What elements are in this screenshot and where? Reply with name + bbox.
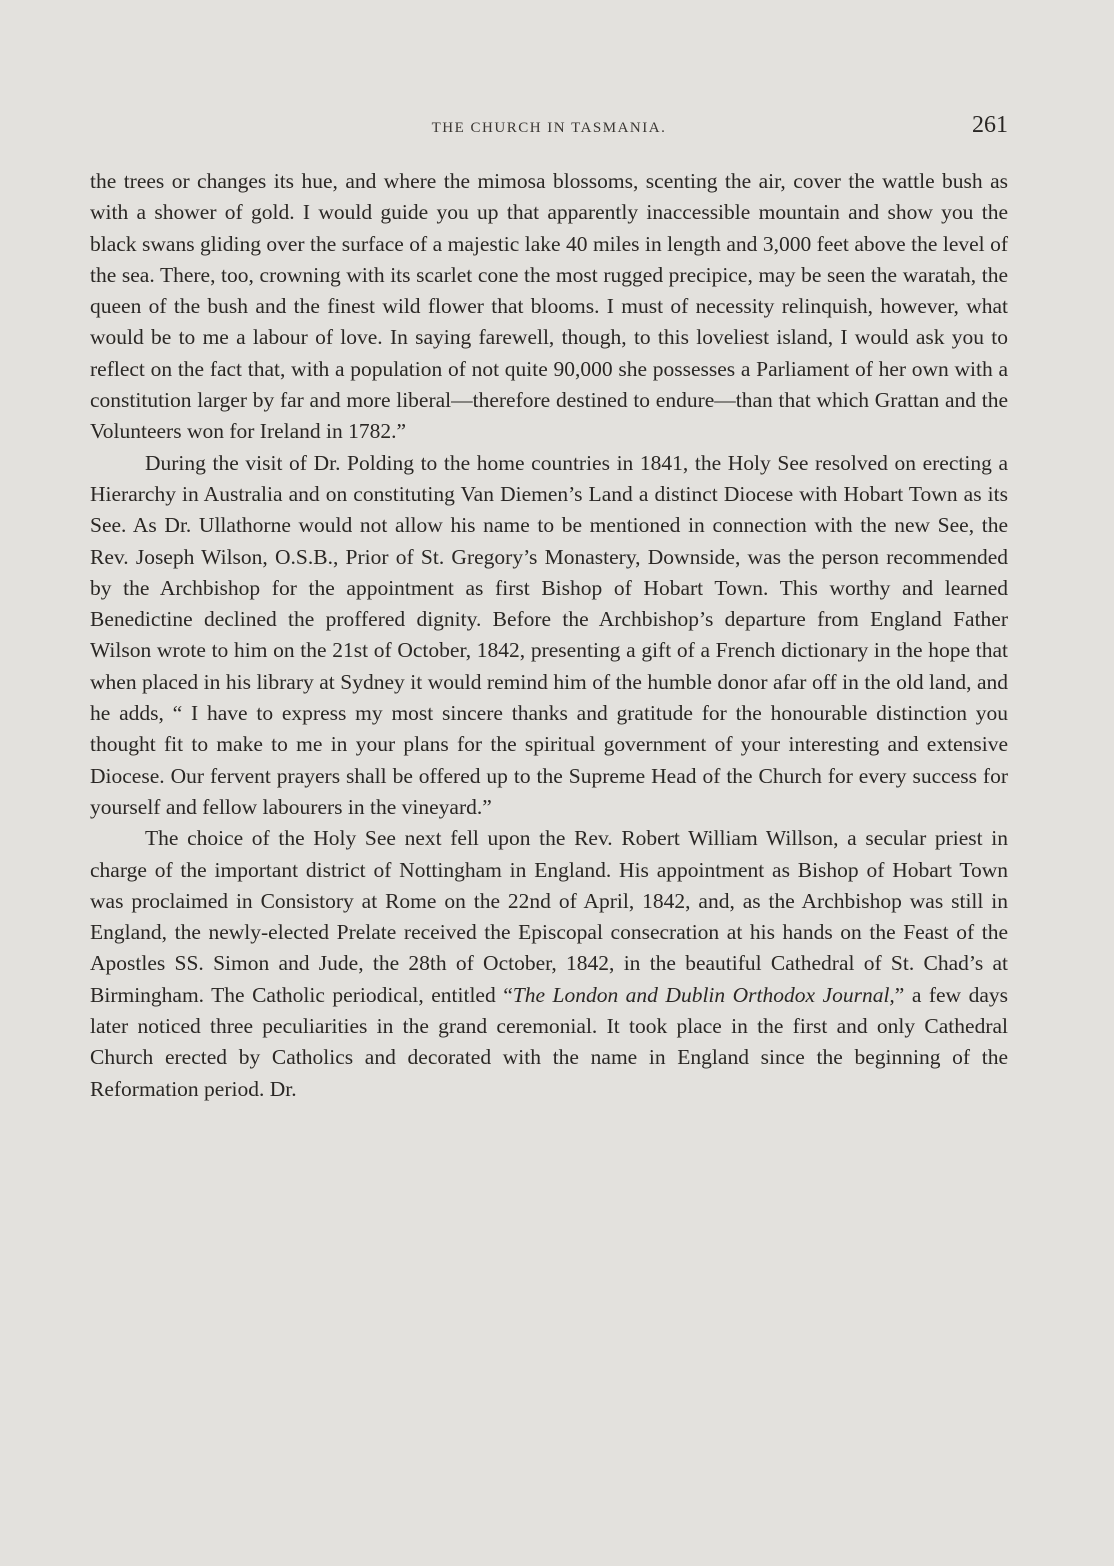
- page-header: [90, 112, 1008, 144]
- paragraph-polding-visit: During the visit of Dr. Polding to the home countries in 1841, the Holy See resolved on erecting a Hierarchy in Australia and on constituting Van Diemen’s Land a distinct Diocese with Hobart Town as its See. As Dr. Ullathorne would not allow his name to be mentioned in connection with the new See, the Rev. Joseph Wilson, O.S.B., Prior of St. Gregory’s Monastery, Downside, was the person recommended by the Archbishop for the appointment as first Bishop of Hobart Town. This worthy and learned Benedictine declined the proffered dignity. Before the Archbishop’s departure from England Father Wilson wrote to him on the 21st of October, 1842, presenting a gift of a French dictionary in the hope that when placed in his library at Sydney it would remind him of the humble donor afar off in the old land, and he adds, “ I have to express my most sincere thanks and gratitude for the honourable distinction you thought fit to make to me in your plans for the spiritual government of your interesting and extensive Diocese. Our fervent prayers shall be offered up to the Supreme Head of the Church for every success for yourself and fellow labourers in the vineyard.”: [90, 450, 1008, 819]
- paragraph-continued: the trees or changes its hue, and where the mimosa blossoms, scenting the air, cover the wattle bush as with a shower of gold. I would guide you up that apparently inaccessible mountain and show you the black swans gliding over the surface of a majestic lake 40 miles in length and 3,000 feet above the level of the sea. There, too, crowning with its scarlet cone the most rugged precipice, may be seen the waratah, the queen of the bush and the finest wild flower that blooms. I must of necessity relinquish, however, what would be to me a labour of love. In saying farewell, though, to this loveliest island, I would ask you to reflect on the fact that, with a population of not quite 90,000 she possesses a Parliament of her own with a constitution larger by far and more liberal—therefore destined to endure—than that which Grattan and the Volunteers won for Ireland in 1782.”: [90, 169, 1008, 444]
- body-text: [90, 166, 1008, 1105]
- paragraph-text-after: ” a few days later noticed three peculiarities in the grand ceremonial. It took place in the first and only Cathedral Church erected by Catholics and decorated with the name in England since the beginning of the Reformation period. Dr.: [90, 982, 1008, 1101]
- paragraph-willson-appointment: [90, 823, 1008, 1105]
- running-title: THE CHURCH IN TASMANIA.: [431, 120, 667, 136]
- journal-title: The London and Dublin Orthodox Journal,: [512, 982, 895, 1007]
- paragraph-text-before: The choice of the Holy See next fell upon the Rev. Robert William Willson, a secular priest in charge of the important district of Nottingham in England. His appointment as Bishop of Hobart Town was proclaimed in Consistory at Rome on the 22nd of April, 1842, and, as the Archbishop was still in England, the newly-elected Prelate received the Episcopal consecration at his hands on the Feast of the Apostles SS. Simon and Jude, the 28th of October, 1842, in the beautiful Cathedral of St. Chad’s at Birmingham. The Catholic periodical, entitled “: [90, 826, 1008, 1007]
- page-number: 261: [972, 112, 1008, 138]
